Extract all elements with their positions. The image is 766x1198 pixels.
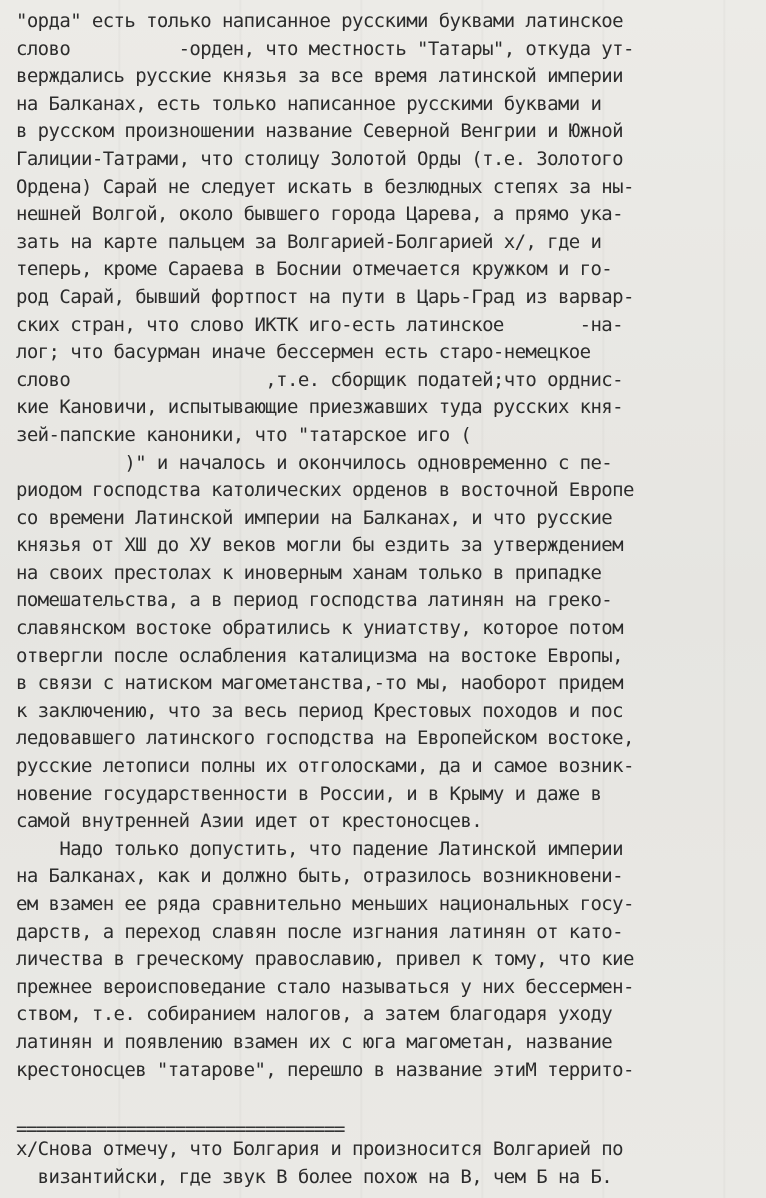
text-line: зей-папские каноники, что "татарское иго ( (16, 423, 472, 446)
text-line: в связи с натиском магометанства,-то мы, наоборот придем (16, 672, 623, 695)
text-line: ем взамен ее ряда сравнительно меньших национальных госу- (16, 893, 634, 915)
footnote-line: византийски, где звук В более похож на В, чем Б на Б. (16, 1165, 613, 1188)
text-line: дарств, а переход славян после изгнания латинян от като- (16, 920, 623, 943)
text-line: к заключению, что за весь период Крестовых походов и пос (16, 699, 623, 722)
text-line: Надо только допустить, что падение Латинской империи (16, 837, 623, 860)
text-line: нешней Волгой, около бывшего города Царева, а прямо ука- (16, 203, 623, 226)
text-line: ством, т.е. собиранием налогов, а затем благодаря уходу (16, 1003, 613, 1026)
text-line: самой внутренней Азии идет от крестоносцев. (16, 810, 483, 833)
footnote-separator: ================================= (16, 1118, 344, 1140)
text-line: зать на карте пальцем за Волгарией-Болгарией x/, где и (16, 230, 602, 253)
text-line: теперь, кроме Сараева в Боснии отмечается кружком и го- (16, 258, 613, 281)
footnote (16, 1136, 761, 1191)
footnote-line: x/Снова отмечу, что Болгария и произносится Волгарией по (16, 1138, 623, 1160)
text-line: отвергли после ослабления каталицизма на востоке Европы, (16, 644, 623, 667)
text-line: риодом господства католических орденов в восточной Европе (16, 479, 634, 502)
text-line: со времени Латинской империи на Балканах, и что русские (16, 506, 613, 529)
text-line: прежнее вероисповедание стало называться у них бессермен- (16, 975, 634, 998)
text-line: ских стран, что слово ИКТК иго-есть латинское -на- (16, 313, 623, 336)
text-line: слово ,т.е. сборщик податей;что орднис- (16, 368, 623, 391)
text-line: личества в греческому православию, привел к тому, что кие (16, 948, 634, 971)
text-line: помешательства, а в период господства латинян на греко- (16, 589, 613, 612)
text-line: кие Кановичи, испытывающие приезжавших туда русских кня- (16, 396, 623, 419)
text-line: крестоносцев "татарове", перешло в название этиМ террито- (16, 1058, 634, 1081)
text-line: ледовавшего латинского господства на Европейском востоке, (16, 727, 634, 750)
text-line: славянском востоке обратились к униатству, которое потом (16, 617, 623, 640)
text-line: на Балканах, как и должно быть, отразилось возникновени- (16, 865, 623, 888)
text-line: Галиции-Татрами, что столицу Золотой Орды (т.е. Золотого (16, 147, 623, 170)
body-text (16, 8, 761, 1084)
text-line: )" и началось и окончилось одновременно с пе- (16, 451, 613, 474)
text-line: лог; что басурман иначе бессермен есть старо-немецкое (16, 341, 591, 364)
text-line: русские летописи полны их отголосками, да и самое возник- (16, 755, 634, 778)
text-line: князья от XШ до XУ веков могли бы ездить за утверждением (16, 534, 623, 557)
text-line: на Балканах, есть только написанное русскими буквами и (16, 92, 602, 115)
text-line: на своих престолах к иноверным ханам только в припадке (16, 561, 602, 584)
text-line: род Сарай, бывший фортпост на пути в Царь-Град из варвар- (16, 285, 634, 308)
text-line: латинян и появлению взамен их с юга магометан, название (16, 1030, 613, 1053)
text-line: новение государственности в России, и в Крыму и даже в (16, 782, 602, 805)
text-line: в русском произношении название Северной Венгрии и Южной (16, 120, 623, 143)
text-line: Ордена) Сарай не следует искать в безлюдных степях за ны- (16, 175, 634, 198)
text-line: слово -орден, что местность "Татары", откуда ут- (16, 37, 634, 60)
text-line: "орда" есть только написанное русскими буквами латинское (16, 10, 623, 32)
text-line: верждались русские князья за все время латинской империи (16, 65, 623, 88)
